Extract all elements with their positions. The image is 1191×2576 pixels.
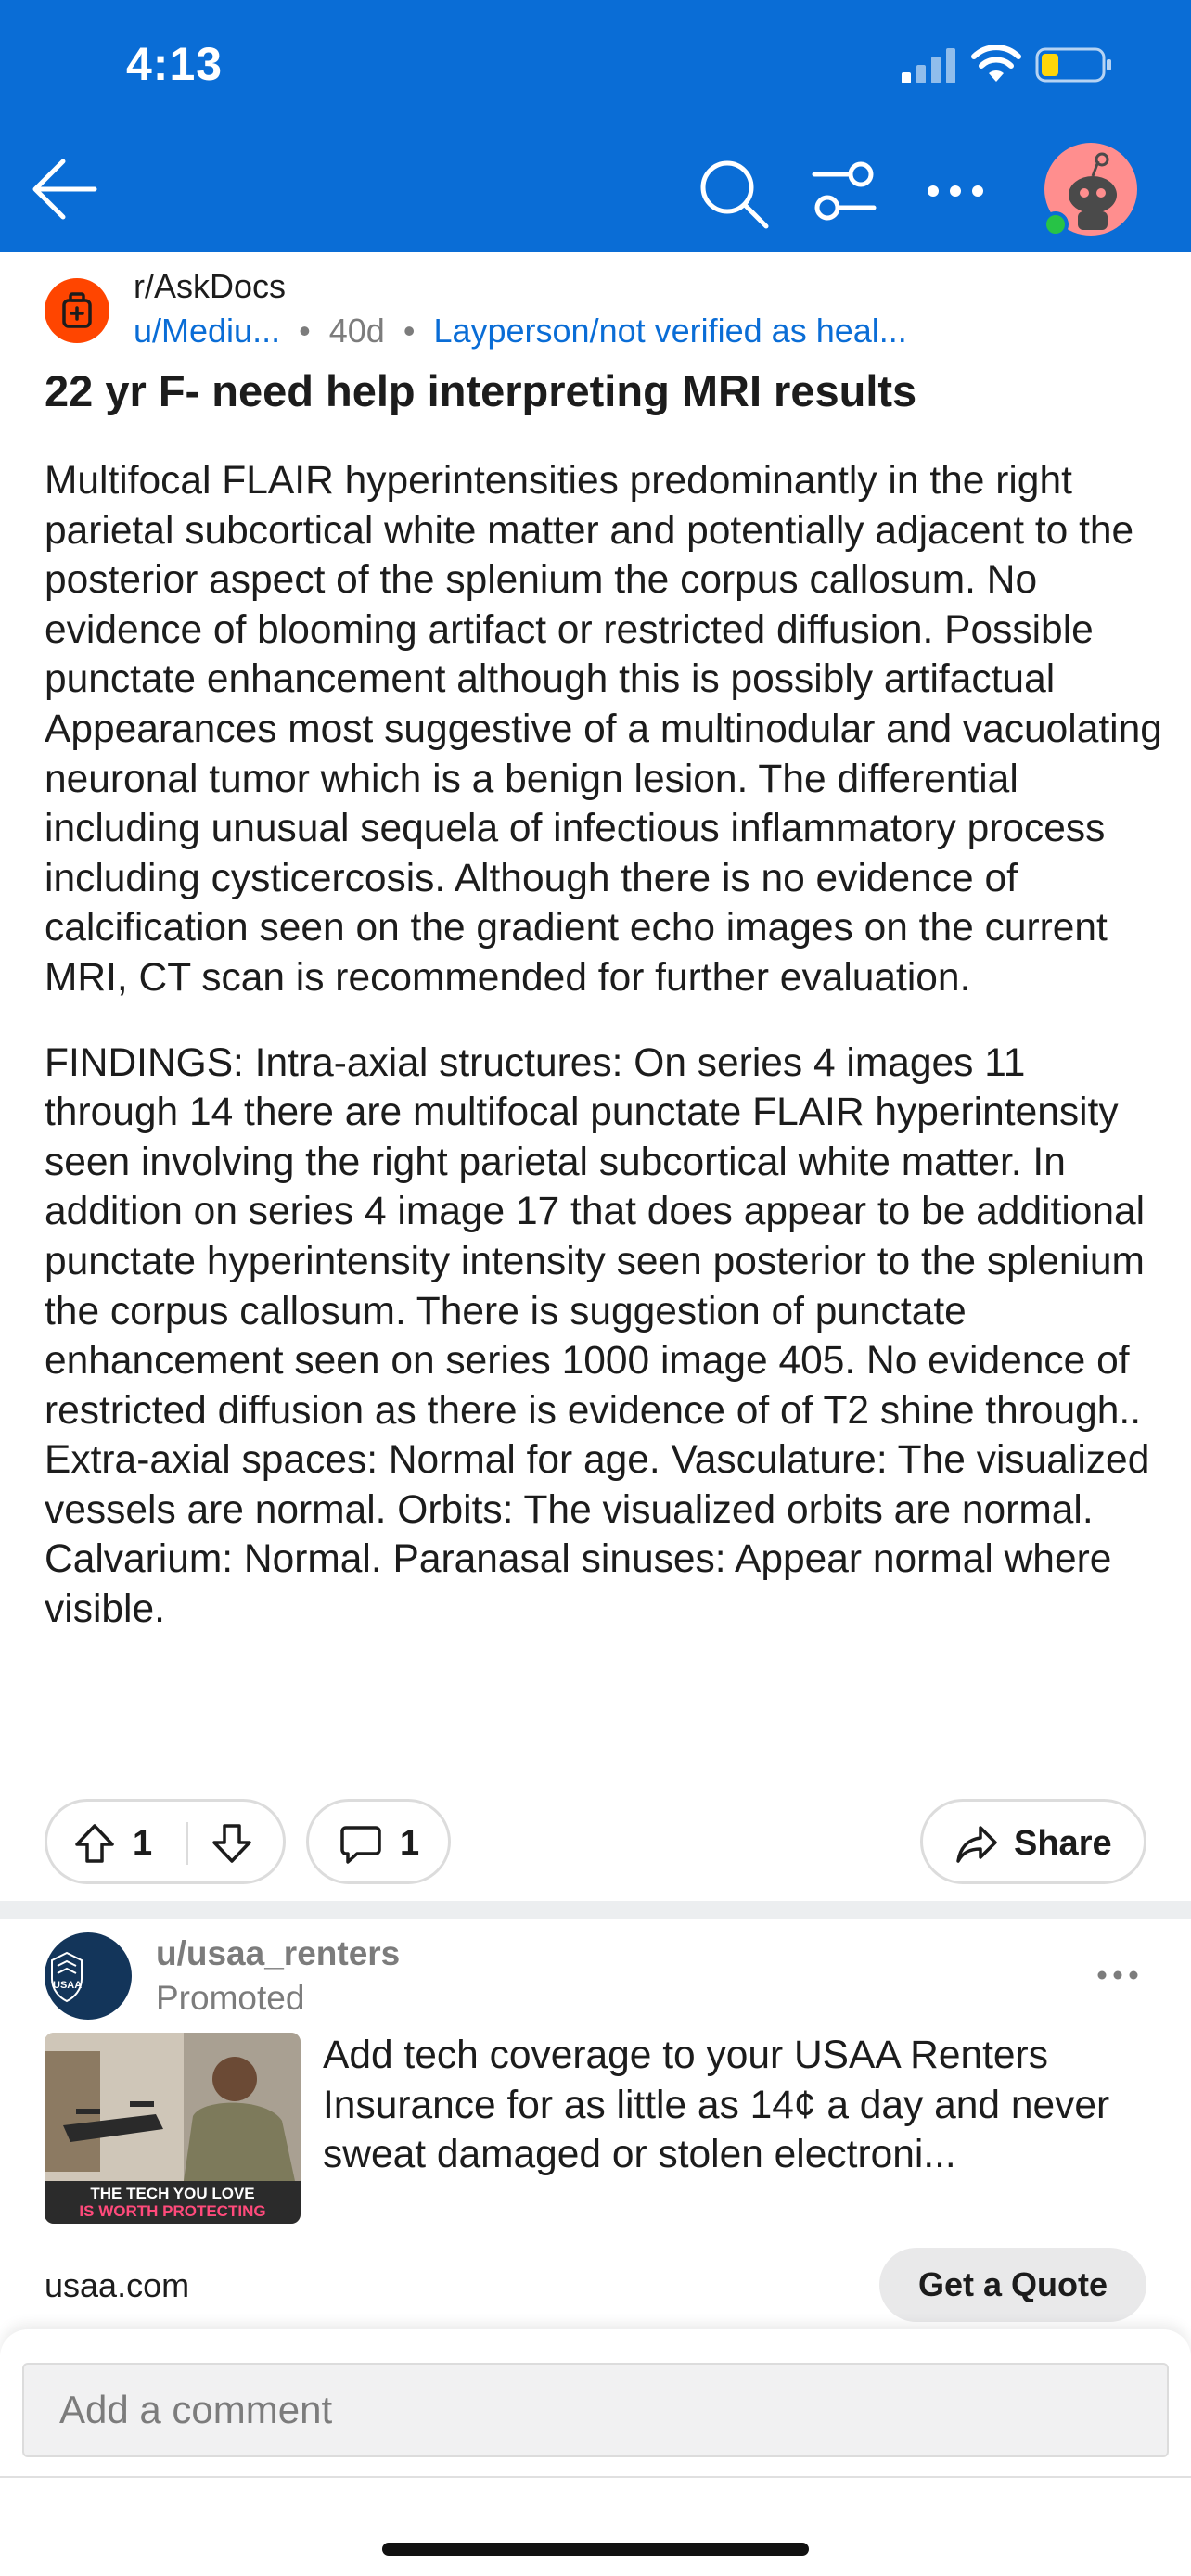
- comment-bubble-icon: [339, 1822, 383, 1867]
- comment-count: 1: [400, 1824, 420, 1863]
- post-age: 40d: [328, 312, 385, 350]
- post-meta: [134, 312, 907, 351]
- post-paragraph: FINDINGS: Intra-axial structures: On series 4 images 11 through 14 there are multifocal punctate FLAIR hyperintensity seen involving the right parietal subcortical white matter. In addition on series 4 image 17 that does appear to be additional punctate hyperintensity intensity seen posterior to the splenium the corpus callosum. There is suggestion of punctate enhancement seen on series 1000 image 405. No evidence of restricted diffusion as there is evidence of of T2 shine through.. Extra-axial spaces: Normal for age. Vasculature: The visualized vessels are normal. Orbits: The visualized orbits are normal. Calvarium: Normal. Paranasal sinuses: Appear normal where visible.: [45, 1040, 1150, 1632]
- top-bar: [0, 0, 1191, 252]
- ad-thumbnail-caption-line: THE TECH YOU LOVE: [90, 2185, 255, 2202]
- user-flair[interactable]: Layperson/not verified as heal...: [433, 312, 907, 350]
- arrow-left-icon[interactable]: [30, 156, 100, 223]
- comment-bar: [0, 2329, 1191, 2576]
- advertiser-avatar[interactable]: [45, 1932, 132, 2020]
- arrow-down-icon[interactable]: [211, 1822, 253, 1865]
- ad-domain[interactable]: usaa.com: [45, 2266, 190, 2304]
- get-a-quote-button[interactable]: Get a Quote: [879, 2248, 1146, 2322]
- status-time: 4:13: [126, 38, 224, 90]
- more-horizontal-icon[interactable]: [1095, 1966, 1141, 1984]
- advertiser-name[interactable]: u/usaa_renters: [156, 1934, 401, 1972]
- share-arrow-icon: [954, 1822, 999, 1867]
- comment-input[interactable]: [22, 2363, 1169, 2457]
- search-icon[interactable]: [698, 158, 770, 230]
- more-horizontal-icon[interactable]: [924, 174, 987, 208]
- sort-filter-icon[interactable]: [811, 159, 877, 224]
- ad-thumbnail-caption: [45, 2181, 301, 2224]
- post-paragraph: Multifocal FLAIR hyperintensities predominantly in the right parietal subcortical white matter and potentially adjacent to the posterior aspect of the splenium the corpus callosum. No evidence of blooming artifact or restricted diffusion. Possible punctate enhancement although this is possibly artifactual Appearances most suggestive of a multinodular and vacuolating neuronal tumor which is a benign lesion. The differential including unusual sequela of infectious inflammatory process including cysticercosis. Although there is no evidence of calcification seen on the gradient echo images on the current MRI, CT scan is recommended for further evaluation.: [45, 459, 1162, 1000]
- subreddit-icon[interactable]: [45, 278, 109, 343]
- vote-divider: [186, 1822, 188, 1865]
- usaa-logo-text: USAA: [53, 1980, 83, 1991]
- comments-button[interactable]: [306, 1799, 451, 1884]
- comment-bar-divider: [0, 2476, 1191, 2478]
- meta-separator: •: [299, 312, 311, 350]
- battery-icon: [1035, 46, 1113, 83]
- usaa-logo-icon: [45, 1932, 132, 2020]
- ad-thumbnail[interactable]: [45, 2033, 301, 2224]
- cellular-signal-icon: [902, 48, 959, 83]
- post-author[interactable]: u/Mediu...: [134, 312, 281, 350]
- share-button[interactable]: [920, 1799, 1146, 1884]
- section-separator: [0, 1901, 1191, 1919]
- share-label: Share: [1014, 1824, 1112, 1863]
- vote-count: 1: [133, 1824, 153, 1863]
- meta-separator: •: [403, 312, 416, 350]
- ad-headline[interactable]: Add tech coverage to your USAA Renters Insurance for as little as 14¢ a day and never sweat damaged or stolen electroni...: [323, 2034, 1110, 2177]
- medical-bag-icon: [45, 278, 109, 343]
- post-body: [45, 456, 1167, 1670]
- subreddit-name[interactable]: r/AskDocs: [134, 267, 287, 305]
- home-indicator[interactable]: [382, 2543, 809, 2556]
- post-title: 22 yr F- need help interpreting MRI results: [45, 366, 917, 415]
- wifi-icon: [970, 45, 1022, 83]
- vote-control: [45, 1799, 286, 1884]
- online-status-dot: [1043, 211, 1069, 237]
- ad-thumbnail-caption-line: IS WORTH PROTECTING: [79, 2202, 266, 2220]
- promoted-label: Promoted: [156, 1979, 305, 2017]
- arrow-up-icon[interactable]: [73, 1822, 116, 1865]
